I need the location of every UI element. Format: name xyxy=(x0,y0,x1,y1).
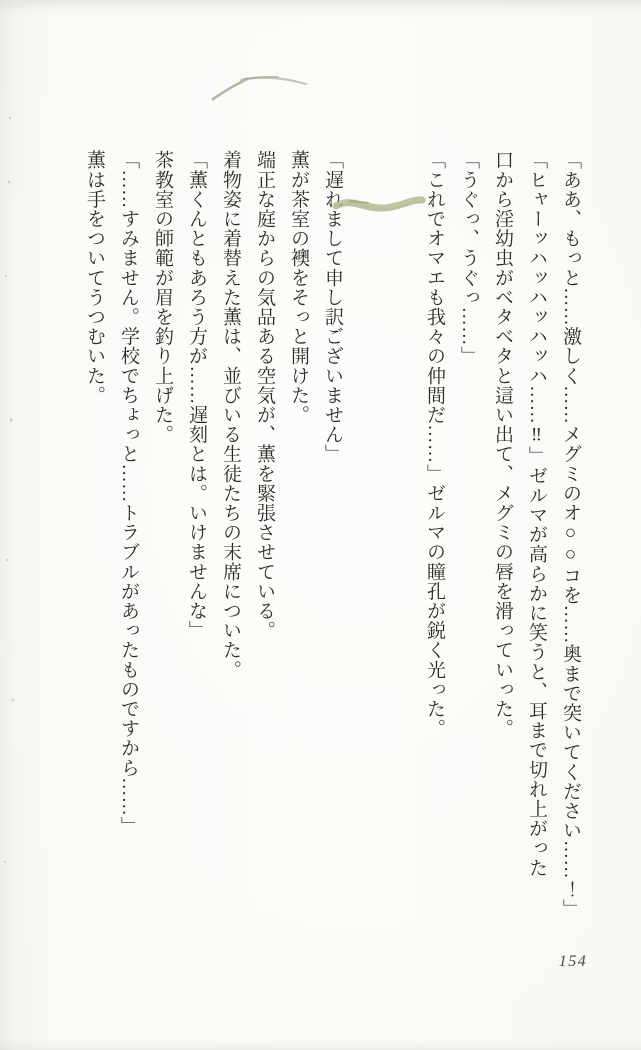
text-column: 「うぐっ、うぐっ……」 xyxy=(458,150,479,366)
text-column: 茶教室の師範が眉を釣り上げた。 xyxy=(152,150,173,444)
text-column: 着物姿に着替えた薫は、並びいる生徒たちの末席についた。 xyxy=(220,150,241,680)
text-column: 薫は手をついてうつむいた。 xyxy=(84,150,105,405)
text-column: 「ああ、もっと……激しく……メグミのオ○○コを……奥まで突いてください……！」 xyxy=(560,150,581,919)
body-text-vertical xyxy=(77,150,587,922)
text-column: 薫が茶室の襖をそっと開けた。 xyxy=(288,150,309,425)
text-column-blank xyxy=(349,150,383,922)
paper-speckles xyxy=(4,117,14,863)
scan-edge-shade-top xyxy=(0,0,641,14)
text-column: 「……すみません。学校でちょっと……トラブルがあったものですから……」 xyxy=(118,150,139,836)
text-column: 「薫くんともあろう方が……遅刻とは。いけませんな」 xyxy=(186,150,207,640)
text-column: 「これでオマエも我々の仲間だ……」ゼルマの瞳孔が鋭く光った。 xyxy=(424,150,445,738)
text-column: 端正な庭からの気品ある空気が、薫を緊張させている。 xyxy=(254,150,275,640)
page-number: 154 xyxy=(558,953,588,970)
scan-edge-shade-bottom xyxy=(0,1040,641,1050)
text-column: 「遅れまして申し訳ございません」 xyxy=(322,150,343,464)
text-column: 「ヒャーッハッハッハッハ……‼」ゼルマが高らかに笑うと、耳まで切れ上がった xyxy=(526,150,547,878)
text-column-blank xyxy=(383,150,417,922)
twig-mark xyxy=(213,77,306,99)
text-column: 口から淫幼虫がベタベタと這い出て、メグミの唇を滑っていった。 xyxy=(492,150,513,738)
